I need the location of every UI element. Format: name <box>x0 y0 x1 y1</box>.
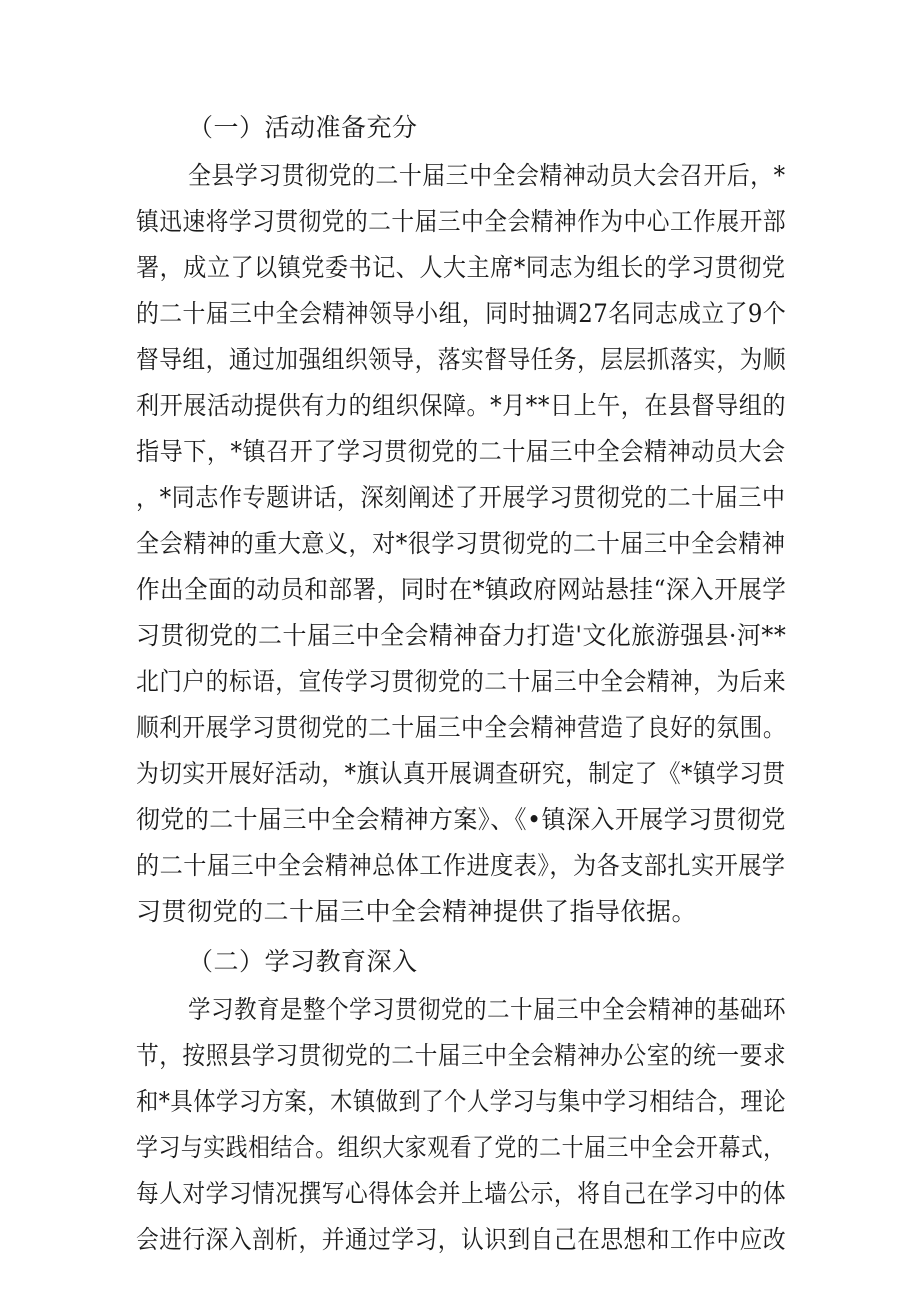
paragraph-line: 督导组，通过加强组织领导，落实督导任务，层层抓落实，为顺 <box>136 345 787 374</box>
paragraph-line: 的二十届三中全会精神领导小组，同时抽调27名同志成立了9个 <box>136 299 787 328</box>
paragraph-line: 学习教育是整个学习贯彻党的二十届三中全会精神的基础环 <box>188 995 787 1024</box>
paragraph-line: 的二十届三中全会精神总体工作进度表》，为各支部扎实开展学 <box>136 851 786 880</box>
paragraph-line: 和*具体学习方案，木镇做到了个人学习与集中学习相结合，理论 <box>136 1087 787 1116</box>
paragraph-line: 习贯彻党的二十届三中全会精神奋力打造'文化旅游强县·河** <box>136 621 787 650</box>
paragraph-line: 会进行深入剖析，并通过学习，认识到自己在思想和工作中应改 <box>136 1225 787 1254</box>
paragraph-line: 利开展活动提供有力的组织保障。*月**日上午，在县督导组的 <box>136 391 786 420</box>
section-heading-2: （二）学习教育深入 <box>188 947 418 976</box>
paragraph-line: ，*同志作专题讲话，深刻阐述了开展学习贯彻党的二十届三中 <box>136 483 786 512</box>
paragraph-line: 北门户的标语，宣传学习贯彻党的二十届三中全会精神，为后来 <box>136 667 787 696</box>
paragraph-line: 署，成立了以镇党委书记、人大主席*同志为组长的学习贯彻党 <box>136 253 786 282</box>
paragraph-line: 全会精神的重大意义，对*很学习贯彻党的二十届三中全会精神 <box>136 529 786 558</box>
paragraph-line: 节，按照县学习贯彻党的二十届三中全会精神办公室的统一要求 <box>136 1041 787 1070</box>
paragraph-line: 指导下，*镇召开了学习贯彻党的二十届三中全会精神动员大会 <box>136 437 786 466</box>
paragraph-line: 学习与实践相结合。组织大家观看了党的二十届三中全会开幕式， <box>136 1133 786 1162</box>
paragraph-line: 习贯彻党的二十届三中全会精神提供了指导依据。 <box>136 897 698 926</box>
paragraph-line: 每人对学习情况撰写心得体会并上墙公示，将自己在学习中的体 <box>136 1179 787 1208</box>
paragraph-line: 镇迅速将学习贯彻党的二十届三中全会精神作为中心工作展开部 <box>136 207 787 236</box>
paragraph-line: 全县学习贯彻党的二十届三中全会精神动员大会召开后，* <box>188 161 786 190</box>
paragraph-line: 彻党的二十届三中全会精神方案》、《•镇深入开展学习贯彻党 <box>136 805 786 834</box>
paragraph-line: 为切实开展好活动，*旗认真开展调查研究，制定了《*镇学习贯 <box>136 759 786 788</box>
paragraph-line: 作出全面的动员和部署，同时在*镇政府网站悬挂“深入开展学 <box>136 575 787 604</box>
section-heading-1: （一）活动准备充分 <box>188 113 418 142</box>
paragraph-line: 顺利开展学习贯彻党的二十届三中全会精神营造了良好的氛围。 <box>136 713 787 742</box>
